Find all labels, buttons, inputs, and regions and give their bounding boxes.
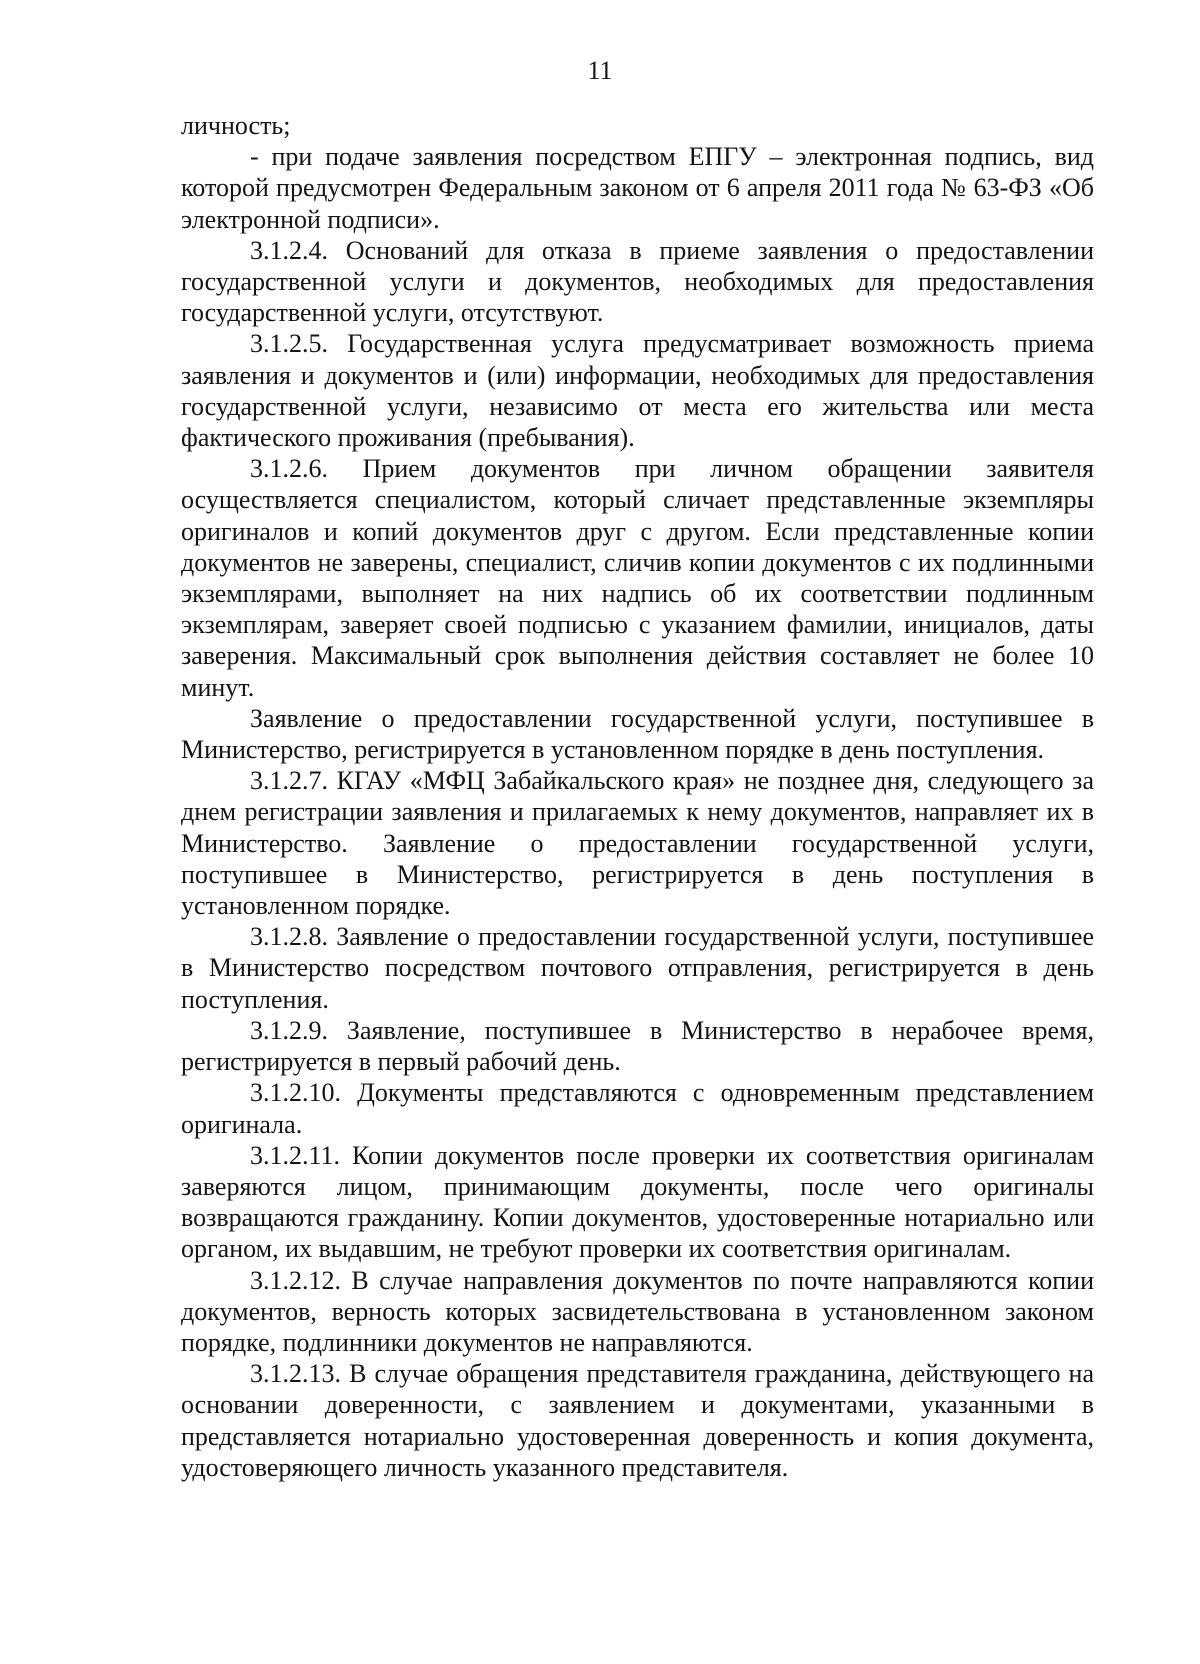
paragraph-registration: Заявление о предоставлении государственной услуги, поступившее в Министерство, регистрируется в установленном порядке в день поступления. <box>181 703 1094 765</box>
paragraph-3-1-2-8: 3.1.2.8. Заявление о предоставлении государственной услуги, поступившее в Министерство посредством почтового отправления, регистрируется в день поступления. <box>181 922 1094 1014</box>
paragraph-3-1-2-13: 3.1.2.13. В случае обращения представителя гражданина, действующего на основании доверенности, с заявлением и документами, указанными в представляется нотариально удостоверенная доверенность и копия документа, удостоверяющего личность указанного представителя. <box>181 1359 1094 1482</box>
paragraph-3-1-2-5: 3.1.2.5. Государственная услуга предусматривает возможность приема заявления и документов и (или) информации, необходимых для предоставления государственной услуги, независимо от места его жительства или места фактического проживания (пребывания). <box>181 329 1094 453</box>
page-number: 11 <box>587 56 613 85</box>
paragraph-3-1-2-4: 3.1.2.4. Оснований для отказа в приеме заявления о предоставлении государственной услуги и документов, необходимых для предоставления государственной услуги, отсутствуют. <box>181 235 1094 328</box>
paragraph-3-1-2-6: 3.1.2.6. Прием документов при личном обращении заявителя осуществляется специалистом, который сличает представленные экземпляры оригиналов и копий документов друг с другом. Если представленные копии документов не заверены, специалист, сличив копии документов с их подлинными экземплярами, выполняет на них надпись об их соответствии подлинным экземплярам, заверяет своей подписью с указанием фамилии, инициалов, даты заверения. Максимальный срок выполнения действия составляет не более 10 минут. <box>181 454 1094 702</box>
paragraph-3-1-2-12: 3.1.2.12. В случае направления документов по почте направляются копии документов, верность которых засвидетельствована в установленном законом порядке, подлинники документов не направляются. <box>181 1265 1094 1357</box>
paragraph-3-1-2-9: 3.1.2.9. Заявление, поступившее в Министерство в нерабочее время, регистрируется в первый рабочий день. <box>181 1015 1094 1077</box>
paragraph-epgu-signature: - при подаче заявления посредством ЕПГУ – электронная подпись, вид которой предусмотрен Федеральным законом от 6 апреля 2011 года № 63-ФЗ «Об электронной подписи». <box>181 142 1094 234</box>
paragraph-continuation: личность; <box>181 111 291 140</box>
paragraph-3-1-2-11: 3.1.2.11. Копии документов после проверки их соответствия оригиналам заверяются лицом, принимающим документы, после чего оригиналы возвращаются гражданину. Копии документов, удостоверенные нотариально или органом, их выдавшим, не требуют проверки их соответствия оригиналам. <box>181 1140 1094 1264</box>
document-body <box>181 110 1094 1483</box>
paragraph-3-1-2-7: 3.1.2.7. КГАУ «МФЦ Забайкальского края» не позднее дня, следующего за днем регистрации заявления и прилагаемых к нему документов, направляет их в Министерство. Заявление о предоставлении государственной услуги, поступившее в Министерство, регистрируется в день поступления в установленном порядке. <box>181 766 1094 921</box>
paragraph-3-1-2-10: 3.1.2.10. Документы представляются с одновременным представлением оригинала. <box>181 1078 1094 1139</box>
